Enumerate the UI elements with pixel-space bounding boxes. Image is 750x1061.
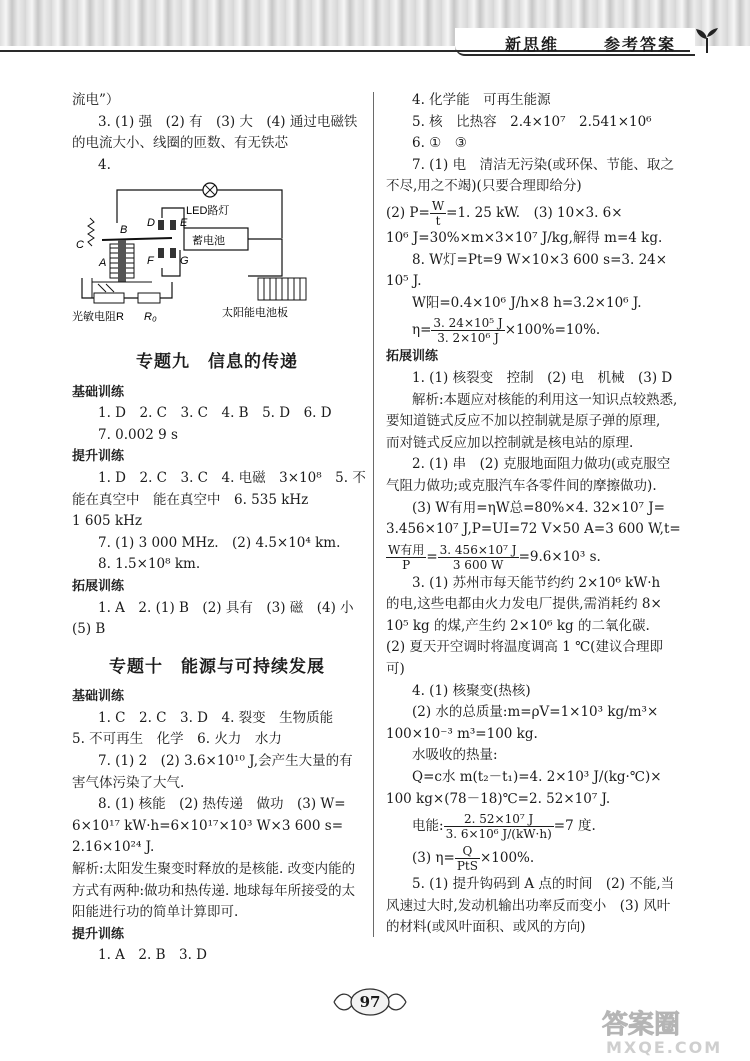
answer-line: 7. (1) 2 (2) 3.6×10¹⁰ J,会产生大量的有	[98, 753, 353, 770]
label-c: C	[76, 239, 84, 252]
answer-line: 2. (1) 串 (2) 克服地面阻力做功(或克服空	[412, 456, 671, 473]
label-f: F	[147, 255, 154, 268]
analysis-line: 解析:太阳发生聚变时释放的是核能. 改变内能的	[72, 861, 356, 878]
equation-solar-efficiency	[386, 842, 686, 874]
circuit-diagram	[72, 178, 342, 328]
photoresistor-label: 光敏电阻R	[72, 311, 124, 324]
fraction: $\frac{W}{t}$	[431, 198, 445, 228]
answer-line: 1. D 2. C 3. C 4. 电磁 3×10⁸ 5. 不	[98, 469, 366, 486]
equation-text: ×100%.	[479, 850, 535, 867]
answer-line: W阳=0.4×10⁶ J/h×8 h=3.2×10⁶ J.	[412, 294, 642, 311]
improve-training-heading: 提升训练	[72, 926, 125, 942]
answer-line: 1. C 2. C 3. D 4. 裂变 生物质能	[98, 709, 334, 726]
answer-line: 能在真空中 能在真空中 6. 535 kHz	[72, 491, 309, 508]
answer-line: 3.456×10⁷ J,P=UI=72 V×50 A=3 600 W,t=	[386, 521, 681, 538]
watermark-logo	[600, 1005, 745, 1057]
topic-9-title: 专题九 信息的传递	[136, 351, 298, 372]
answer-line: 7. (1) 3 000 MHz. (2) 4.5×10⁴ km.	[98, 534, 341, 551]
fraction: $\frac{\text{3. 456×10⁷ J}}{3 600 W}$	[439, 542, 517, 572]
expand-training-heading: 拓展训练	[72, 578, 125, 594]
topic-10-title: 专题十 能源与可持续发展	[109, 656, 325, 677]
left-column	[72, 90, 366, 967]
answer-line: 1. D 2. C 3. C 4. B 5. D 6. D	[98, 405, 332, 422]
answer-line: 1. A 2. B 3. D	[98, 947, 208, 964]
answer-line: 7. (1) 电 清洁无污染(或环保、节能、取之	[412, 156, 674, 173]
answer-line: 5. 核 比热容 2.4×10⁷ 2.541×10⁶	[412, 113, 652, 130]
label-g: G	[180, 255, 189, 268]
analysis-line: 而对链式反应加以控制就是核电站的原理.	[386, 434, 634, 451]
answer-line: 5. (1) 提升钩码到 A 点的时间 (2) 不能,当	[412, 876, 675, 893]
answer-line: 害气体污染了大气.	[72, 774, 185, 791]
label-d: D	[147, 217, 155, 230]
equation-text: =9.6×10³ s.	[518, 548, 601, 565]
answer-line: 可)	[386, 661, 405, 678]
answer-line: 100 kg×(78－18)℃=2. 52×10⁷ J.	[386, 790, 611, 807]
answer-line: 4. 化学能 可再生能源	[412, 92, 551, 108]
series-name: 新思维	[505, 35, 560, 54]
solar-panel-label: 太阳能电池板	[222, 307, 288, 320]
equation-text: =1. 25 kW. (3) 10×3. 6×	[446, 204, 623, 221]
equation-text: (3) η=	[412, 850, 455, 867]
answer-line: 6. ① ③	[412, 135, 467, 152]
header-rule	[0, 50, 690, 52]
answer-line: 4. (1) 核聚变(热核)	[412, 682, 531, 699]
label-a: A	[99, 257, 107, 270]
answer-line: 8. W灯=Pt=9 W×10×3 600 s=3. 24×	[412, 251, 668, 268]
answer-line: 10⁵ J.	[386, 273, 422, 290]
answer-line: (2) 水的总质量:m=ρV=1×10³ kg/m³×	[412, 704, 659, 721]
sprout-icon	[694, 26, 720, 54]
equation-text: ×100%=10%.	[504, 322, 601, 339]
page-number: 97	[359, 993, 381, 1011]
led-lamp-label: LED路灯	[186, 205, 230, 218]
answer-line: 的材料(或风叶面积、或风的方向)	[386, 919, 586, 936]
basic-training-heading: 基础训练	[72, 689, 125, 705]
equation-energy	[386, 810, 686, 842]
answer-line: (3) W有用=ηW总=80%×4. 32×10⁷ J=	[412, 499, 665, 516]
analysis-line: 方式有两种:做功和热传递. 地球每年所接受的太	[72, 882, 356, 899]
answer-line: 气阻力做功;或克服汽车各零件间的摩擦做功).	[386, 477, 657, 494]
expand-training-heading: 拓展训练	[386, 349, 439, 365]
answer-line: 10⁶ J=30%×m×3×10⁷ J/kg,解得 m=4 kg.	[386, 229, 663, 246]
answer-line: 2.16×10²⁴ J.	[72, 839, 155, 856]
fraction: $\frac{Q}{\text{PtS}}$	[456, 844, 478, 874]
answer-line: 8. 1.5×10⁸ km.	[98, 556, 201, 573]
answer-line: 风速过大时,发动机输出功率反而变小 (3) 风叶	[386, 897, 671, 914]
answer-line: 水吸收的热量:	[412, 747, 498, 764]
right-column	[386, 90, 686, 939]
fraction: $\frac{\text{2. 52×10⁷ J}}{\text{3. 6×10⁶ J/(kW·h)}}$	[445, 812, 552, 842]
analysis-line: 解析:本题应对核能的利用这一知识点较熟悉,	[412, 391, 678, 408]
equation-text: 电能:	[412, 818, 444, 835]
r0-label: R₀	[144, 311, 157, 324]
answer-line: 流电”）	[72, 92, 120, 108]
answer-line: 7. 0.002 9 s	[98, 426, 178, 443]
equation-efficiency	[386, 314, 686, 346]
fraction: $\frac{\text{W有用}}{P}$	[388, 542, 425, 572]
answer-line: 1. A 2. (1) B (2) 具有 (3) 磁 (4) 小	[98, 599, 354, 616]
equation-text: η=	[412, 322, 432, 339]
answer-line: 6×10¹⁷ kW·h=6×10¹⁷×10³ W×3 600 s=	[72, 817, 344, 834]
analysis-line: 阳能进行功的简单计算即可.	[72, 904, 239, 921]
answer-line: 不尽,用之不竭)(只要合理即给分)	[386, 178, 582, 195]
answer-line: 10⁵ kg 的煤,产生约 2×10⁶ kg 的二氧化碳.	[386, 617, 650, 634]
battery-label: 蓄电池	[192, 235, 225, 248]
basic-training-heading: 基础训练	[72, 384, 125, 400]
analysis-line: 要知道链式反应不加以控制就是原子弹的原理,	[386, 413, 661, 430]
label-b: B	[120, 224, 128, 237]
answer-line: (2) 夏天开空调时将温度调高 1 ℃(建议合理即	[386, 639, 663, 656]
fraction: $\frac{\text{3. 24×10⁵ J}}{\text{3. 2×10⁶ J}}$	[433, 316, 503, 346]
answer-line: 1 605 kHz	[72, 513, 143, 530]
answer-line: 1. (1) 核裂变 控制 (2) 电 机械 (3) D	[412, 369, 673, 386]
answer-line: 3. (1) 苏州市每天能节约约 2×10⁶ kW·h	[412, 574, 661, 591]
answer-line: 4.	[98, 156, 111, 173]
equation-text: =7 度.	[553, 818, 596, 835]
equation-text: =	[426, 548, 438, 565]
answer-line: 3. (1) 强 (2) 有 (3) 大 (4) 通过电磁铁	[98, 113, 358, 130]
equation-power	[386, 198, 686, 228]
answer-line: 的电,这些电都由火力发电厂提供,需消耗约 8×	[386, 596, 662, 613]
section-name: 参考答案	[604, 35, 677, 54]
svg-text:答案圈: 答案圈	[602, 1010, 681, 1040]
page-number-ornament	[330, 985, 410, 1019]
column-divider	[373, 92, 374, 937]
equation-text: (2) P=	[386, 204, 430, 221]
equation-time	[386, 541, 686, 573]
answer-line: Q=c水 m(t₂－t₁)=4. 2×10³ J/(kg·℃)×	[412, 769, 662, 786]
answer-line: 8. (1) 核能 (2) 热传递 做功 (3) W=	[98, 796, 346, 813]
answer-line: 5. 不可再生 化学 6. 火力 水力	[72, 731, 282, 748]
watermark	[600, 1005, 745, 1057]
answer-line: (5) B	[72, 621, 106, 638]
answer-line: 的电流大小、线圈的匝数、有无铁芯	[72, 135, 288, 152]
improve-training-heading: 提升训练	[72, 449, 125, 465]
svg-text:MXQE.COM: MXQE.COM	[606, 1038, 723, 1057]
label-e: E	[180, 217, 188, 230]
answer-line: 100×10⁻³ m³=100 kg.	[386, 725, 538, 742]
